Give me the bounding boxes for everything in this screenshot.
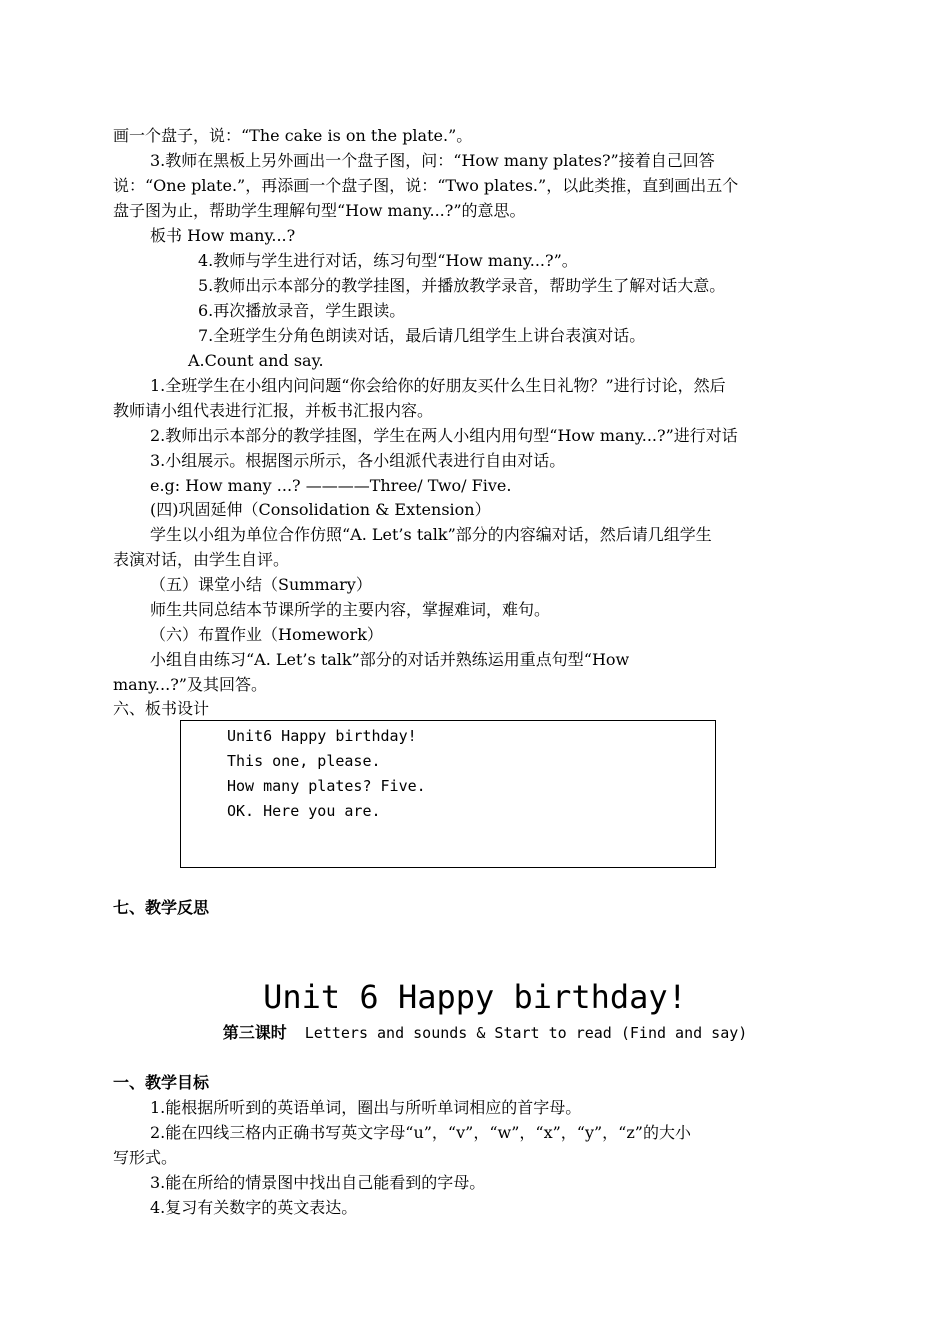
text-line: 盘子图为止，帮助学生理解句型“How many...?”的意思。 bbox=[113, 201, 526, 220]
text-line: many...?”及其回答。 bbox=[113, 675, 267, 694]
goal-line: 1.能根据所听到的英语单词，圈出与所听单词相应的首字母。 bbox=[150, 1098, 582, 1117]
text-line: 教师请小组代表进行汇报，并板书汇报内容。 bbox=[113, 401, 434, 420]
text-line: A.Count and say. bbox=[188, 351, 324, 370]
text-line: (四)巩固延伸（Consolidation & Extension） bbox=[150, 500, 491, 519]
text-line: （六）布置作业（Homework） bbox=[150, 625, 383, 644]
section-heading-goals: 一、教学目标 bbox=[113, 1073, 210, 1092]
text-line: （五）课堂小结（Summary） bbox=[150, 575, 372, 594]
text-line: 板书 How many...? bbox=[150, 226, 296, 245]
section-heading-board: 六、板书设计 bbox=[113, 699, 210, 718]
board-line: OK. Here you are. bbox=[227, 802, 381, 820]
goal-line: 3.能在所给的情景图中找出自己能看到的字母。 bbox=[150, 1173, 486, 1192]
text-line: 4.教师与学生进行对话，练习句型“How many...?”。 bbox=[198, 251, 578, 270]
section-heading-reflection: 七、教学反思 bbox=[113, 898, 210, 917]
text-line: 3.小组展示。根据图示所示，各小组派代表进行自由对话。 bbox=[150, 451, 566, 470]
lesson-subtitle bbox=[0, 1020, 950, 1046]
board-line: This one, please. bbox=[227, 752, 381, 770]
text-line: 6.再次播放录音，学生跟读。 bbox=[198, 301, 406, 320]
goal-line: 4.复习有关数字的英文表达。 bbox=[150, 1198, 358, 1217]
board-design-box bbox=[180, 720, 716, 868]
lesson-topic: Letters and sounds & Start to read (Find and say) bbox=[286, 1024, 748, 1042]
text-line: 小组自由练习“A. Let’s talk”部分的对话并熟练运用重点句型“How bbox=[150, 650, 630, 669]
text-line: 画一个盘子，说：“The cake is on the plate.”。 bbox=[113, 126, 473, 145]
board-line: How many plates? Five. bbox=[227, 777, 426, 795]
text-line: 说：“One plate.”，再添画一个盘子图，说：“Two plates.”，以此类推，直到画出五个 bbox=[113, 176, 739, 195]
text-line: 2.教师出示本部分的教学挂图，学生在两人小组内用句型“How many...?”进行对话 bbox=[150, 426, 738, 445]
text-line: e.g: How many ...? ————Three/ Two/ Five. bbox=[150, 476, 512, 495]
unit-title: Unit 6 Happy birthday! bbox=[263, 978, 687, 1016]
goal-line: 写形式。 bbox=[113, 1148, 178, 1167]
text-line: 师生共同总结本节课所学的主要内容，掌握难词，难句。 bbox=[150, 600, 551, 619]
board-line: Unit6 Happy birthday! bbox=[227, 727, 417, 745]
text-line: 学生以小组为单位合作仿照“A. Let’s talk”部分的内容编对话，然后请几组学生 bbox=[150, 525, 712, 544]
goal-line: 2.能在四线三格内正确书写英文字母“u”，“v”，“w”，“x”，“y”，“z”的大小 bbox=[150, 1123, 691, 1142]
text-line: 1.全班学生在小组内问问题“你会给你的好朋友买什么生日礼物？”进行讨论，然后 bbox=[150, 376, 726, 395]
lesson-number: 第三课时 bbox=[222, 1023, 287, 1042]
text-line: 7.全班学生分角色朗读对话，最后请几组学生上讲台表演对话。 bbox=[198, 326, 646, 345]
text-line: 3.教师在黑板上另外画出一个盘子图，问：“How many plates?”接着自己回答 bbox=[150, 151, 715, 170]
text-line: 表演对话，由学生自评。 bbox=[113, 550, 290, 569]
text-line: 5.教师出示本部分的教学挂图，并播放教学录音，帮助学生了解对话大意。 bbox=[198, 276, 726, 295]
